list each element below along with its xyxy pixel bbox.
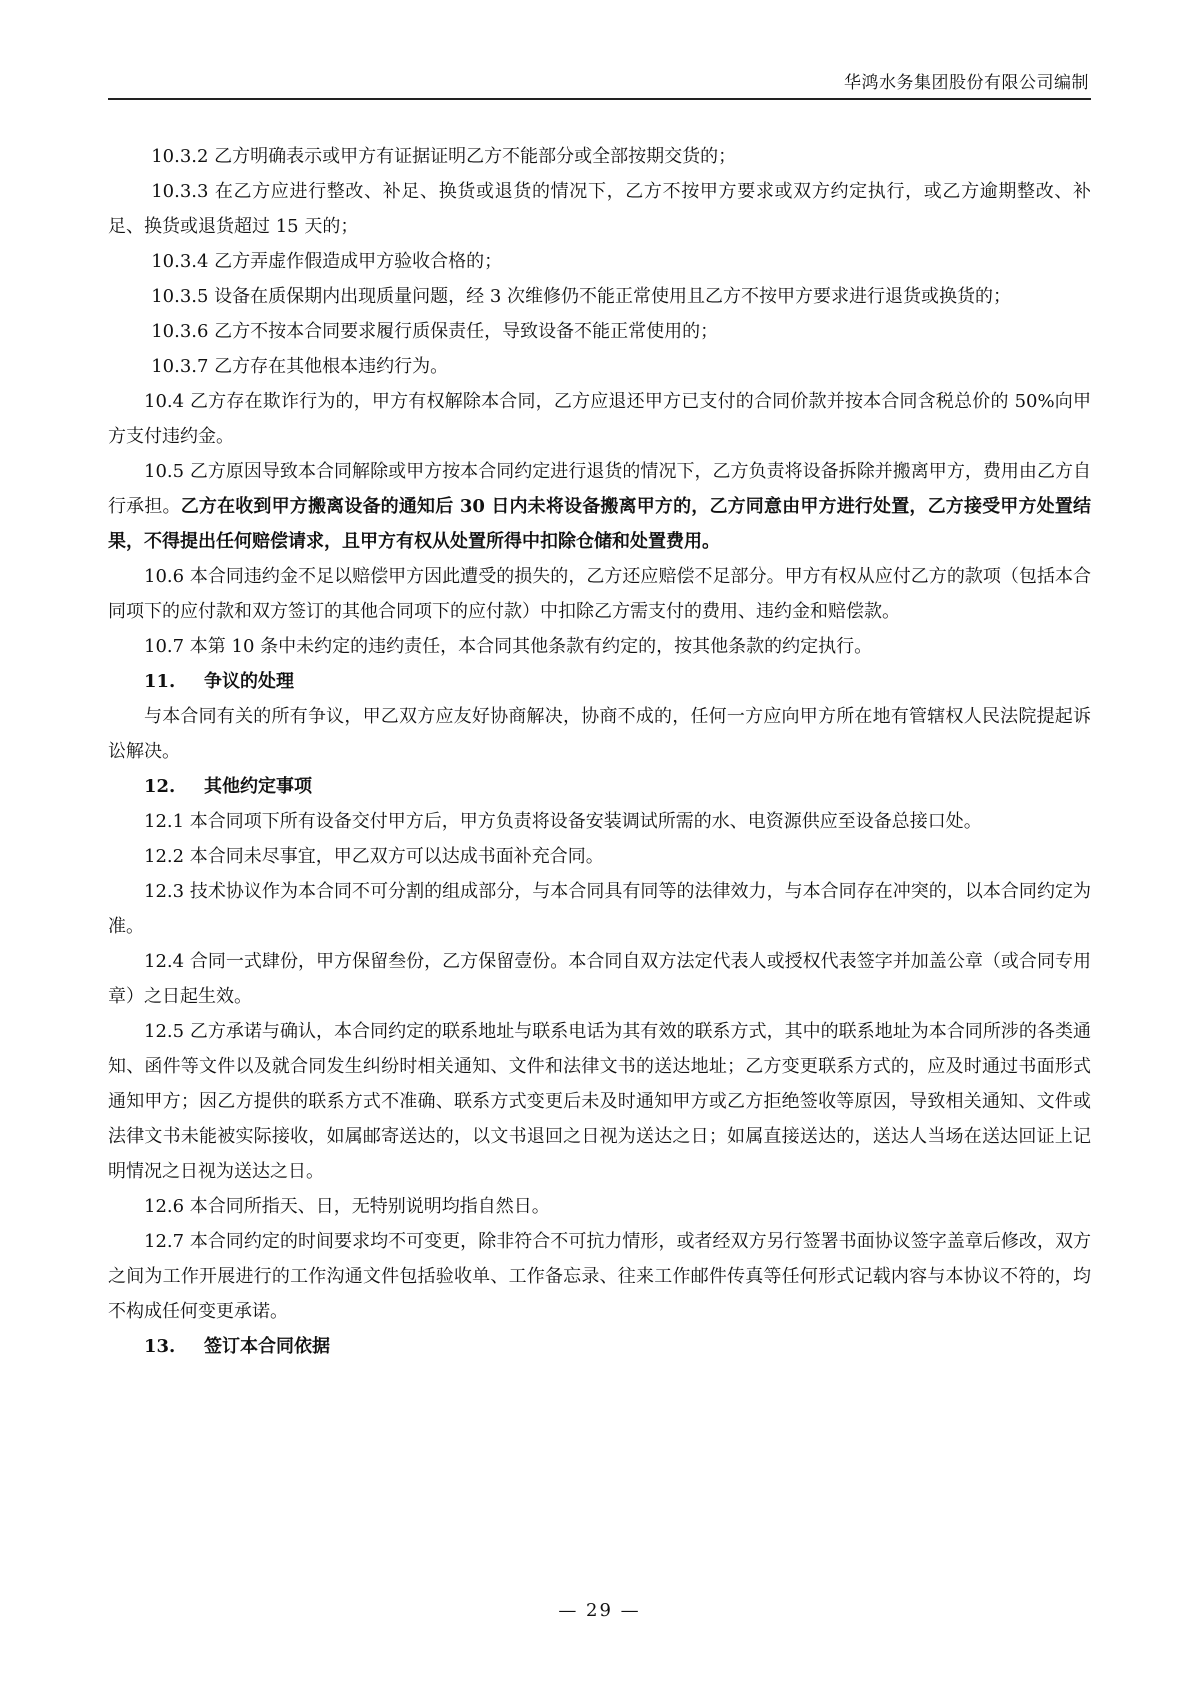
page-number: — 29 — — [558, 1600, 641, 1621]
clause-12-5: 12.5 乙方承诺与确认，本合同约定的联系地址与联系电话为其有效的联系方式，其中的联系地址为本合同所涉的各类通知、函件等文件以及就合同发生纠纷时相关通知、文件和法律文书的送达地址；乙方变更联系方式的，应及时通过书面形式通知甲方；因乙方提供的联系方式不准确、联系方式变更后未及时通知甲方或乙方拒绝签收等原因，导致相关通知、文件或法律文书未能被实际接收，如属邮寄送达的，以文书退回之日视为送达之日；如属直接送达的，送达人当场在送达回证上记明情况之日视为送达之日。 — [108, 1021, 1091, 1182]
section-11-number: 11. — [144, 671, 176, 692]
section-12-title: 其他约定事项 — [204, 776, 312, 797]
clause-10-3-4: 10.3.4 乙方弄虚作假造成甲方验收合格的； — [151, 251, 503, 272]
clause-10-5-bold-text: 乙方在收到甲方搬离设备的通知后 30 日内未将设备搬离甲方的，乙方同意由甲方进行处置，乙方接受甲方处置结果，不得提出任何赔偿请求，且甲方有权从处置所得中扣除仓储和处置费用。 — [108, 496, 1092, 552]
section-13-heading — [108, 1329, 1091, 1364]
clause-12-4: 12.4 合同一式肆份，甲方保留叁份，乙方保留壹份。本合同自双方法定代表人或授权代表签字并加盖公章（或合同专用章）之日起生效。 — [108, 951, 1091, 1007]
page-header — [108, 64, 1091, 100]
clause-10-5 — [108, 454, 1091, 559]
document-body — [108, 139, 1091, 1364]
clause-10-3-6: 10.3.6 乙方不按本合同要求履行质保责任，导致设备不能正常使用的； — [151, 321, 719, 342]
section-13-title: 签订本合同依据 — [204, 1336, 330, 1357]
clause-10-3-5: 10.3.5 设备在质保期内出现质量问题，经 3 次维修仍不能正常使用且乙方不按甲方要求进行退货或换货的； — [151, 286, 1012, 307]
clause-10-3-3: 10.3.3 在乙方应进行整改、补足、换货或退货的情况下，乙方不按甲方要求或双方约定执行，或乙方逾期整改、补足、换货或退货超过 15 天的； — [108, 181, 1091, 237]
clause-12-2: 12.2 本合同未尽事宜，甲乙双方可以达成书面补充合同。 — [144, 846, 604, 867]
clause-12-6: 12.6 本合同所指天、日，无特别说明均指自然日。 — [144, 1196, 550, 1217]
section-12-number: 12. — [144, 776, 176, 797]
clause-12-3: 12.3 技术协议作为本合同不可分割的组成部分，与本合同具有同等的法律效力，与本合同存在冲突的，以本合同约定为准。 — [108, 881, 1091, 937]
section-11-heading — [108, 664, 1091, 699]
clause-10-7: 10.7 本第 10 条中未约定的违约责任，本合同其他条款有约定的，按其他条款的约定执行。 — [144, 636, 873, 657]
section-11-body: 与本合同有关的所有争议，甲乙双方应友好协商解决，协商不成的，任何一方应向甲方所在地有管辖权人民法院提起诉讼解决。 — [108, 706, 1091, 762]
clause-10-3-7: 10.3.7 乙方存在其他根本违约行为。 — [151, 356, 449, 377]
section-12-heading — [108, 769, 1091, 804]
clause-10-6: 10.6 本合同违约金不足以赔偿甲方因此遭受的损失的，乙方还应赔偿不足部分。甲方有权从应付乙方的款项（包括本合同项下的应付款和双方签订的其他合同项下的应付款）中扣除乙方需支付的费用、违约金和赔偿款。 — [108, 566, 1091, 622]
clause-10-5-text: 10.5 乙方原因导致本合同解除或甲方按本合同约定进行退货的情况下，乙方负责将设备拆除并搬离甲方，费用由乙方自行承担。 — [108, 461, 1091, 517]
section-13-number: 13. — [144, 1336, 176, 1357]
clause-10-3-2: 10.3.2 乙方明确表示或甲方有证据证明乙方不能部分或全部按期交货的； — [151, 146, 737, 167]
clause-10-4: 10.4 乙方存在欺诈行为的，甲方有权解除本合同，乙方应退还甲方已支付的合同价款并按本合同含税总价的 50%向甲方支付违约金。 — [108, 391, 1091, 447]
clause-12-7: 12.7 本合同约定的时间要求均不可变更，除非符合不可抗力情形，或者经双方另行签署书面协议签字盖章后修改，双方之间为工作开展进行的工作沟通文件包括验收单、工作备忘录、往来工作邮件传真等任何形式记载内容与本协议不符的，均不构成任何变更承诺。 — [108, 1231, 1091, 1322]
section-11-title: 争议的处理 — [204, 671, 294, 692]
header-company-name: 华鸿水务集团股份有限公司编制 — [844, 73, 1089, 93]
clause-12-1: 12.1 本合同项下所有设备交付甲方后，甲方负责将设备安装调试所需的水、电资源供应至设备总接口处。 — [144, 811, 982, 832]
